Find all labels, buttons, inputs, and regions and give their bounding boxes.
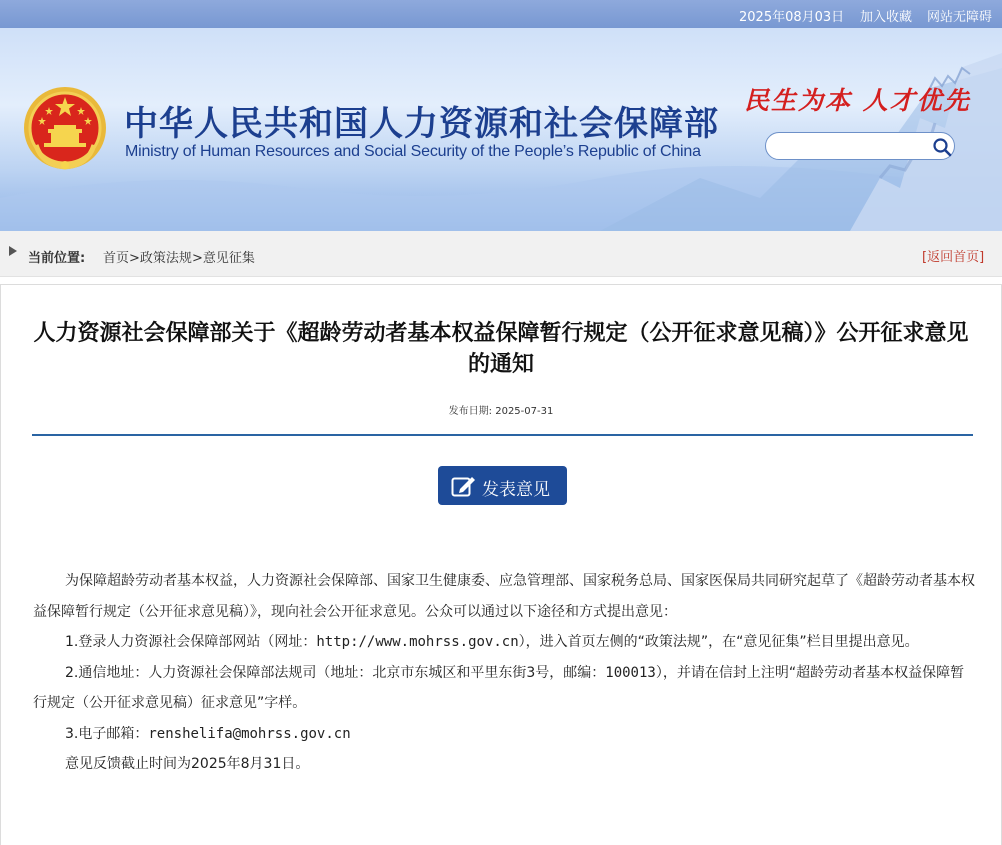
breadcrumb [103, 247, 255, 266]
postal-code: 100013 [605, 664, 656, 681]
back-home-link[interactable]: [返回首页] [922, 250, 985, 265]
slogan: 民生为本 人才优先 [744, 86, 971, 115]
paragraph-intro: 为保障超龄劳动者基本权益，人力资源社会保障部、国家卫生健康委、应急管理部、国家税务总局、国家医保局共同研究起草了《超龄劳动者基本权益保障暂行规定（公开征求意见稿）》，现向社会公开征求意见。公众可以通过以下途径和方式提出意见： [33, 573, 975, 620]
article-body [33, 566, 975, 780]
submit-comment-label: 发表意见 [482, 480, 550, 500]
edit-icon [451, 474, 477, 498]
submit-comment-button[interactable] [438, 466, 567, 505]
national-emblem-icon [22, 85, 108, 171]
deadline: 意见反馈截止时间为2025年8月31日。 [65, 756, 310, 772]
email-address[interactable]: renshelifa@mohrss.gov.cn [148, 725, 351, 742]
item-email: 3.电子邮箱：renshelifa@mohrss.gov.cn [65, 725, 351, 742]
article-title: 人力资源社会保障部关于《超龄劳动者基本权益保障暂行规定（公开征求意见稿）》公开征求意见的通知 [33, 321, 969, 377]
arrow-right-icon [9, 246, 17, 256]
ministry-title-en: Ministry of Human Resources and Social Security of the People’s Republic of China [125, 143, 701, 160]
publish-date-value: 2025-07-31 [495, 406, 554, 417]
accessibility-link[interactable]: 网站无障碍 [927, 10, 993, 25]
breadcrumb-comments[interactable]: 意见征集 [202, 251, 255, 266]
publish-date-label: 发布日期: [448, 406, 493, 417]
publish-date [1, 402, 1001, 417]
search-box [765, 132, 955, 160]
item-mail-address: 2.通信地址：人力资源社会保障部法规司（地址：北京市东城区和平里东街3号，邮编：100013），并请在信封上注明“超龄劳动者基本权益保障暂行规定（公开征求意见稿）征求意见”字样。 [33, 664, 965, 711]
breadcrumb-policy[interactable]: 政策法规 [139, 251, 192, 266]
article-panel [0, 284, 1002, 845]
site-header [0, 28, 1002, 231]
website-url[interactable]: http://www.mohrss.gov.cn [316, 634, 519, 650]
ministry-title-cn: 中华人民共和国人力资源和社会保障部 [124, 104, 719, 144]
title-divider [32, 434, 973, 436]
search-input[interactable] [776, 137, 930, 157]
breadcrumb-home[interactable]: 首页 [103, 251, 130, 266]
top-bar [0, 0, 1002, 28]
breadcrumb-label: 当前位置: [28, 251, 86, 266]
current-date: 2025年08月03日 [739, 10, 845, 25]
breadcrumb-separator: > [191, 251, 203, 266]
add-favorite-link[interactable]: 加入收藏 [860, 10, 913, 25]
search-icon[interactable] [932, 137, 952, 157]
item-website: 1.登录人力资源社会保障部网站（网址：http://www.mohrss.gov.cn），进入首页左侧的“政策法规”，在“意见征集”栏目里提出意见。 [65, 634, 919, 650]
breadcrumb-bar [0, 231, 1002, 277]
breadcrumb-separator: > [129, 251, 140, 266]
